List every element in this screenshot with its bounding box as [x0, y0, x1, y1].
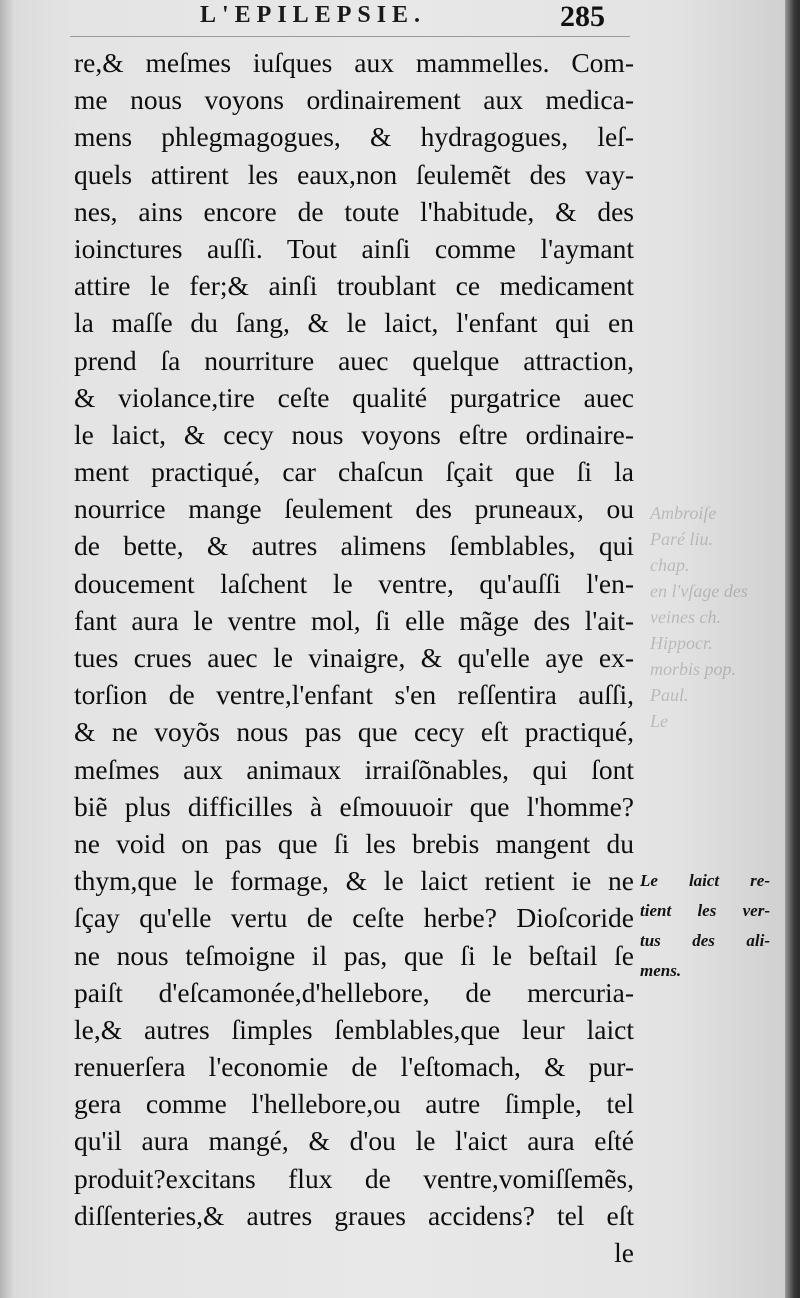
text-line: biẽ plus difficilles à eſmouuoir que l'homme? — [74, 790, 634, 822]
marginal-note-line: Le laict re- — [640, 871, 770, 890]
text-line: ſçay qu'elle vertu de ceſte herbe? Dioſcoride — [74, 902, 634, 934]
text-line: la maſſe du ſang, & le laict, l'enfant qui en — [74, 307, 634, 339]
show-through-line: veines ch. — [650, 607, 721, 627]
show-through-line: en l'vſage des — [650, 581, 748, 601]
text-line: ne nous teſmoigne il pas, que ſi le beſtail ſe — [74, 939, 634, 971]
text-line: ment practiqué, car chaſcun ſçait que ſi la — [74, 456, 634, 488]
text-line: attire le fer;& ainſi troublant ce medicament — [74, 270, 634, 302]
show-through-line: Hippocr. — [650, 633, 713, 653]
text-line: de bette, & autres alimens ſemblables, qui — [74, 530, 634, 562]
text-line: qu'il aura mangé, & d'ou le l'aict aura eſté — [74, 1125, 634, 1157]
text-line: renuerſera l'economie de l'eſtomach, & pur- — [74, 1051, 634, 1083]
text-line: tues crues auec le vinaigre, & qu'elle aye ex- — [74, 642, 634, 673]
main-text-block — [74, 44, 634, 1271]
text-line: fant aura le ventre mol, ſi elle mãge des l'ait- — [74, 604, 634, 636]
show-through-line: chap. — [650, 555, 690, 575]
text-line: diſſenteries,& autres graues accidens? tel eſt — [74, 1199, 634, 1231]
text-line: le — [614, 1237, 634, 1268]
text-line: ioinctures auſſi. Tout ainſi comme l'aymant — [74, 232, 634, 264]
running-title: L'EPILEPSIE. — [200, 2, 427, 28]
text-line: torſion de ventre,l'enfant s'en reſſentira auſſi, — [74, 679, 634, 711]
show-through-line: Ambroiſe — [650, 503, 717, 523]
text-line: me nous voyons ordinairement aux medica- — [74, 84, 634, 116]
text-line: le laict, & cecy nous voyons eſtre ordinaire- — [74, 418, 634, 450]
page-number: 285 — [560, 0, 605, 33]
text-line: & ne voyõs nous pas que cecy eſt practiqué, — [74, 716, 634, 748]
show-through-line: Paré liu. — [650, 529, 713, 549]
spine-shadow — [0, 0, 14, 1298]
text-line: & violance,tire ceſte qualité purgatrice auec — [74, 381, 634, 413]
header-rule — [70, 36, 630, 37]
show-through-line: Paul. — [650, 685, 689, 705]
text-line: paiſt d'eſcamonée,d'hellebore, de mercuria- — [74, 976, 634, 1008]
show-through-line: Le — [650, 711, 668, 731]
marginal-note-line: tus des ali- — [640, 931, 770, 950]
text-line: gera comme l'hellebore,ou autre ſimple, tel — [74, 1088, 634, 1120]
text-line: re,& meſmes iuſques aux mammelles. Com- — [74, 47, 634, 78]
marginal-note — [640, 866, 770, 986]
show-through-line: morbis pop. — [650, 659, 737, 679]
text-line: nes, ains encore de toute l'habitude, & des — [74, 195, 634, 227]
text-line: nourrice mange ſeulement des pruneaux, ou — [74, 493, 634, 525]
text-line: thym,que le formage, & le laict retient ie ne — [74, 865, 634, 897]
text-line: ne void on pas que ſi les brebis mangent du — [74, 827, 634, 859]
marginal-note-line: mens. — [640, 961, 682, 980]
text-line: doucement laſchent le ventre, qu'auſſi l'en- — [74, 567, 634, 599]
text-line: prend ſa nourriture auec quelque attraction, — [74, 344, 634, 376]
text-line: produit?excitans flux de ventre,vomiſſemẽs, — [74, 1162, 634, 1194]
page-edge-shadow — [785, 0, 800, 1298]
text-line: le,& autres ſimples ſemblables,que leur laict — [74, 1013, 634, 1045]
text-line: mens phlegmagogues, & hydragogues, leſ- — [74, 121, 634, 153]
page-header — [0, 0, 790, 38]
marginal-note-line: tient les ver- — [640, 901, 770, 920]
text-line: quels attirent les eaux,non ſeulemẽt des vay- — [74, 158, 634, 190]
text-line: meſmes aux animaux irraiſõnables, qui ſont — [74, 753, 634, 785]
show-through-text — [650, 500, 785, 760]
